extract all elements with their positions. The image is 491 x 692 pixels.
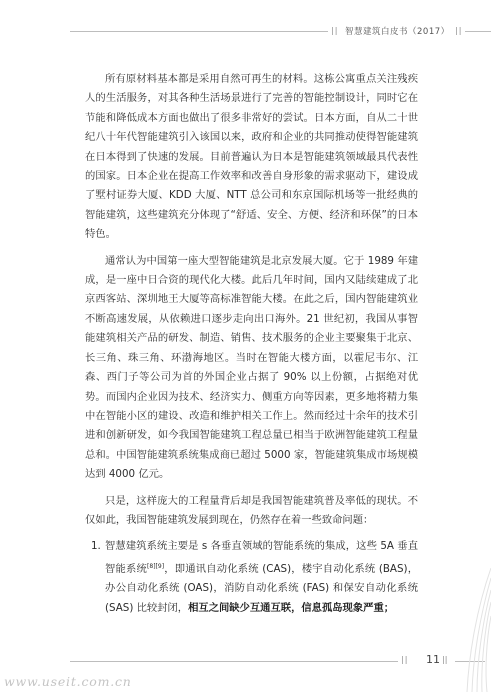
watermark: www.useit.com.cn (4, 674, 132, 689)
list-item-text-a: 智慧建筑系统主要是 s 各垂直领域的智能系统的集成，这些 5A 垂直智能系统 (105, 540, 418, 575)
footer-bars-icon: || (442, 655, 448, 664)
body-text (85, 70, 418, 618)
list-item (85, 537, 418, 618)
list-item-number: 1. (91, 540, 101, 553)
paragraph: 只是，这样庞大的工程量背后却是我国智能建筑普及率低的现状。不仅如此，我国智能建筑发展到现在，仍然存在着一些致命问题： (85, 494, 418, 526)
header-rule (465, 31, 491, 32)
header-bars-icon: || (331, 26, 339, 35)
header-rule (70, 31, 328, 32)
citation-ref: [8][9] (147, 562, 165, 570)
page-number: 11 (426, 653, 440, 666)
header-bars-icon: || (455, 26, 463, 35)
list-item-text (105, 537, 418, 618)
paragraph: 通常认为中国第一座大型智能建筑是北京发展大厦。它于 1989 年建成，是一座中日合资的现代化大楼。此后几年时间，国内又陆续建成了北京西客站、深圳地王大厦等高标准智能大楼。在此之后，国内智能建筑业不断高速发展，从依赖进口逐步走向出口海外。21 世纪初，我国从事智能建筑相关产品的研发、制造、销售、技术服务的企业主要聚集于北京、长三角、珠三角、环渤海地区。当时在智能大楼方面，以霍尼韦尔、江森、西门子等公司为首的外国企业占据了 90% 以上份额，占据绝对优势。而国内企业因为技术、经济实力、侧重方向等因素，更多地将精力集中在智能小区的建设、改造和维护相关工作上。然而经过十余年的技术引进和创新研发，如今我国智能建筑工程总量已相当于欧洲智能建筑工程量总和。中国智能建筑系统集成商已超过 5000 家，智能建筑集成市场规模达到 4000 亿元。 (85, 254, 418, 481)
running-header-title: 智慧建筑白皮书（2017） (345, 27, 450, 37)
paragraph: 所有原材料基本都是采用自然可再生的材料。这栋公寓重点关注残疾人的生活服务，对其各种生活场景进行了完善的智能控制设计，同时它在节能和降低成本方面也做出了很多非常好的尝试。日本方面，自从二十世纪八十年代智能建筑引入该国以来，政府和企业的共同推动使得智能建筑在日本得到了快速的发展。目前普遍认为日本是智能建筑领域最具代表性的国家。日本企业在提高工作效率和改善自身形象的需求驱动下，建设成了墅村证券大厦、KDD 大厦、NTT 总公司和东京国际机场等一批经典的智能建筑，这些建筑充分体现了“舒适、安全、方便、经济和环保”的日本特色。 (85, 73, 418, 241)
list-item-text-b: ，即通讯自动化系统 (CAS)，楼宇自动化系统 (BAS)，办公自动化系统 (OAS)，消防自动化系统 (FAS) 和保安自动化系统 (SAS) 比较封闭， (105, 562, 419, 614)
footer-bars-icon: || (401, 655, 409, 664)
list-item-emphasis: 相互之间缺少互通互联，信息孤岛现象严重； (188, 601, 395, 614)
footer-rule (70, 661, 398, 662)
page-curl-decoration-icon (455, 568, 491, 692)
